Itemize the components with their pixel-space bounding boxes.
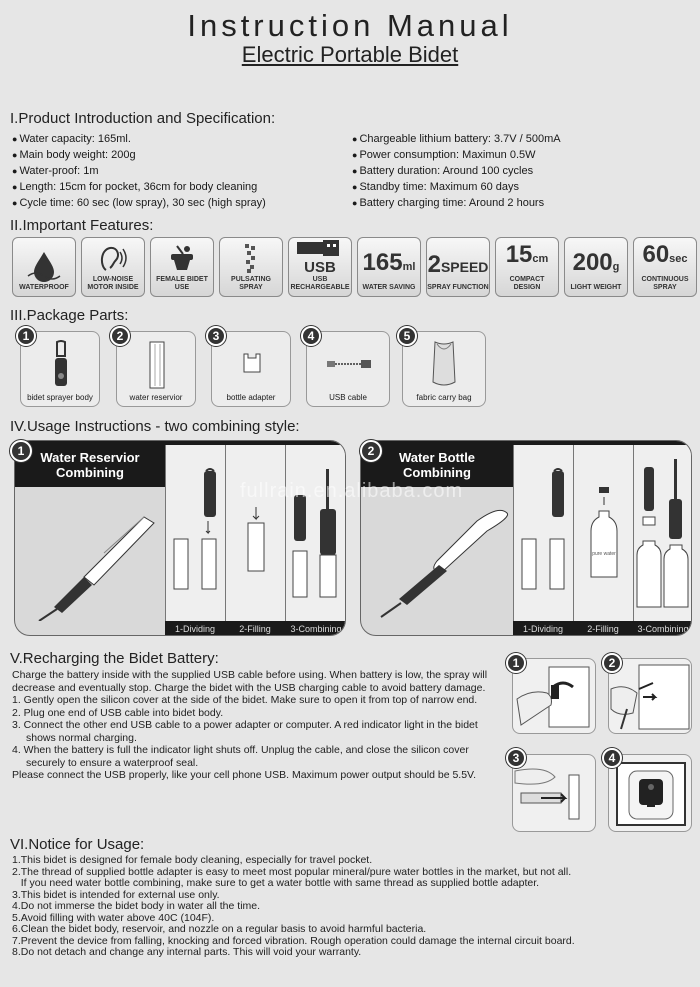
reservoir-icon bbox=[147, 340, 167, 390]
spec-item: ● Chargeable lithium battery: 3.7V / 500mA bbox=[352, 131, 692, 147]
part-number-badge: 2 bbox=[110, 326, 130, 346]
water-bottle-illustration bbox=[584, 485, 624, 581]
step-filling bbox=[225, 445, 285, 623]
notice-item: 5.Avoid filling with water above 40C (104F). bbox=[12, 911, 215, 924]
usage-panel-reservoir bbox=[14, 440, 346, 636]
recharge-outro: Please connect the USB properly, like your cell phone USB. Maximum power output should be 5.5V. bbox=[12, 769, 477, 781]
notice-item: If you need water bottle combining, make sure to get a water bottle with same thread as supplied bottle adapter. bbox=[12, 877, 540, 889]
package-part-label: USB cable bbox=[329, 393, 367, 402]
image-number-badge: 2 bbox=[602, 653, 622, 673]
feature-label: WATERPROOF bbox=[19, 284, 69, 291]
panel-number-badge: 2 bbox=[360, 440, 382, 462]
notice-item: 7.Prevent the device from falling, knocking and forced vibration. Rough operation could damage the internal circuit board. bbox=[12, 934, 575, 947]
feature-value: 15cm bbox=[505, 241, 549, 268]
recharge-intro: Charge the battery inside with the supplied USB cable before using. When battery is low, the spray will decrease and eventually stop. Charge the bidet with the USB charging cable to avoid battery damage. bbox=[12, 669, 488, 694]
filling-illustration bbox=[234, 505, 278, 575]
feature-water-saving bbox=[357, 237, 421, 297]
feature-waterproof bbox=[12, 237, 76, 297]
spec-item: ● Battery charging time: Around 2 hours bbox=[352, 195, 692, 211]
step-combining bbox=[633, 445, 692, 623]
section-6-title: VI.Notice for Usage: bbox=[10, 836, 145, 853]
dividing-illustration bbox=[518, 465, 570, 595]
image-number-badge: 3 bbox=[506, 748, 526, 768]
manual-title: Instruction Manual bbox=[187, 8, 513, 43]
spec-item: ● Main body weight: 200g bbox=[12, 147, 342, 163]
carry-bag-icon bbox=[429, 338, 459, 388]
feature-label: WATER SAVING bbox=[362, 284, 416, 291]
part-number-badge: 4 bbox=[301, 326, 321, 346]
spec-list-left bbox=[12, 131, 342, 211]
step-dividing bbox=[513, 445, 573, 623]
package-part-label: bottle adapter bbox=[226, 393, 276, 402]
water-drop-icon bbox=[26, 250, 62, 282]
usage-panel-bottle bbox=[360, 440, 692, 636]
feature-continuous bbox=[633, 237, 697, 297]
image-number-badge: 4 bbox=[602, 748, 622, 768]
feature-label: COMPACT DESIGN bbox=[509, 276, 545, 291]
open-cover-illustration bbox=[513, 659, 596, 734]
ear-icon bbox=[96, 244, 130, 274]
section-5-title: V.Recharging the Bidet Battery: bbox=[10, 650, 219, 667]
product-subtitle: Electric Portable Bidet bbox=[241, 42, 459, 67]
step-caption: 1-Dividing bbox=[513, 621, 573, 636]
spec-item: ● Standby time: Maximum 60 days bbox=[352, 179, 692, 195]
notice-item: 8.Do not detach and change any internal parts. This will void your warranty. bbox=[12, 946, 362, 958]
section-1-title: I.Product Introduction and Specification: bbox=[10, 110, 276, 127]
feature-value: 2SPEED bbox=[427, 251, 489, 278]
feature-usb-text: USB bbox=[304, 259, 336, 276]
recharge-image-2 bbox=[608, 658, 692, 734]
spec-item: ● Battery duration: Around 100 cycles bbox=[352, 163, 692, 179]
spec-list-right bbox=[352, 131, 692, 211]
notice-item: 6.Clean the bidet body, reservoir, and nozzle on a regular basis to avoid harmful bacteria. bbox=[12, 923, 427, 935]
package-part-label: bidet sprayer body bbox=[27, 393, 93, 402]
feature-spray-speed bbox=[426, 237, 490, 297]
feature-weight bbox=[564, 237, 628, 297]
reservoir-bidet-illustration bbox=[29, 511, 159, 621]
spec-item: ● Length: 15cm for pocket, 36cm for body cleaning bbox=[12, 179, 342, 195]
connect-power-illustration bbox=[513, 755, 596, 832]
feature-female-use bbox=[150, 237, 214, 297]
recharge-image-1 bbox=[512, 658, 596, 734]
notice-item: 3.This bidet is intended for external use only. bbox=[12, 888, 220, 901]
recharge-image-3 bbox=[512, 754, 596, 832]
package-part-label: fabric carry bag bbox=[416, 393, 472, 402]
toilet-icon bbox=[165, 244, 199, 274]
feature-usb bbox=[288, 237, 352, 297]
feature-pulsating bbox=[219, 237, 283, 297]
recharge-step: 2. Plug one end of USB cable into bidet body. bbox=[12, 706, 224, 719]
combining-illustration bbox=[636, 455, 692, 611]
bottle-adapter-icon bbox=[240, 352, 264, 374]
notice-item: 1.This bidet is designed for female body cleaning, especially for travel pocket. bbox=[12, 854, 373, 866]
part-number-badge: 3 bbox=[206, 326, 226, 346]
usage-panel-heading: Water Bottle Combining bbox=[361, 441, 513, 487]
indicator-light-illustration bbox=[609, 755, 692, 832]
step-caption: 1-Dividing bbox=[165, 621, 225, 636]
recharge-text bbox=[12, 669, 500, 782]
spec-item: ● Power consumption: Maximun 0.5W bbox=[352, 147, 692, 163]
feature-low-noise bbox=[81, 237, 145, 297]
notice-list bbox=[12, 855, 696, 959]
spec-item: ● Cycle time: 60 sec (low spray), 30 sec (high spray) bbox=[12, 195, 342, 211]
step-caption: 3-Combining bbox=[285, 621, 346, 636]
image-number-badge: 1 bbox=[506, 653, 526, 673]
usage-panel-heading: Water Reservior Combining bbox=[15, 441, 165, 487]
part-number-badge: 5 bbox=[397, 326, 417, 346]
section-3-title: III.Package Parts: bbox=[10, 307, 129, 324]
step-caption: 2-Filling bbox=[573, 621, 633, 636]
step-combining bbox=[285, 445, 346, 623]
dividing-illustration bbox=[170, 465, 222, 595]
recharge-step: 3. Connect the other end USB cable to a power adapter or computer. A red indicator light in the bidet shows normal charging. bbox=[12, 719, 478, 744]
feature-value: 60sec bbox=[642, 241, 688, 268]
usb-cable-icon bbox=[325, 358, 373, 370]
bottle-bidet-illustration bbox=[367, 503, 513, 619]
feature-label: CONTINUOUS SPRAY bbox=[641, 276, 689, 291]
step-caption: 3-Combining bbox=[633, 621, 692, 636]
feature-value: 200g bbox=[572, 249, 620, 276]
feature-label: LOW-NOISE MOTOR INSIDE bbox=[87, 276, 139, 291]
package-part-reservoir bbox=[116, 331, 196, 407]
usb-icon bbox=[295, 238, 345, 258]
feature-label: LIGHT WEIGHT bbox=[570, 284, 622, 291]
section-4-title: IV.Usage Instructions - two combining style: bbox=[10, 418, 300, 435]
feature-label: SPRAY FUNCTION bbox=[427, 284, 489, 291]
recharge-step: 4. When the battery is full the indicator light shuts off. Unplug the cable, and close the silicon cover securely to ensure a waterproof seal. bbox=[12, 744, 469, 769]
spec-item: ● Water capacity: 165ml. bbox=[12, 131, 342, 147]
step-caption: 2-Filling bbox=[225, 621, 285, 636]
feature-label: USB RECHARGEABLE bbox=[290, 276, 350, 291]
package-part-label: water reservior bbox=[129, 393, 183, 402]
section-2-title: II.Important Features: bbox=[10, 217, 154, 234]
step-dividing bbox=[165, 445, 225, 623]
feature-label: FEMALE BIDET USE bbox=[156, 276, 208, 291]
feature-value: 165ml bbox=[362, 249, 416, 276]
notice-item: 2.The thread of supplied bottle adapter is easy to meet most popular mineral/pure water bottles in the market, but not all. bbox=[12, 865, 572, 878]
watermark: fullrain.en.alibaba.com bbox=[240, 480, 464, 502]
recharge-image-4 bbox=[608, 754, 692, 832]
sprayer-body-icon bbox=[51, 340, 71, 388]
plug-usb-illustration bbox=[609, 659, 692, 734]
feature-row bbox=[12, 237, 697, 297]
part-number-badge: 1 bbox=[16, 326, 36, 346]
spray-icon bbox=[236, 242, 266, 274]
bottle-label: pure water bbox=[592, 551, 616, 557]
recharge-step: 1. Gently open the silicon cover at the side of the bidet. Make sure to open it from top of narrow end. bbox=[12, 694, 478, 706]
notice-item: 4.Do not immerse the bidet body in water all the time. bbox=[12, 900, 261, 912]
feature-compact bbox=[495, 237, 559, 297]
step-filling bbox=[573, 445, 633, 623]
spec-item: ● Water-proof: 1m bbox=[12, 163, 342, 179]
feature-label: PULSATING SPRAY bbox=[231, 276, 271, 291]
panel-number-badge: 1 bbox=[10, 440, 32, 462]
